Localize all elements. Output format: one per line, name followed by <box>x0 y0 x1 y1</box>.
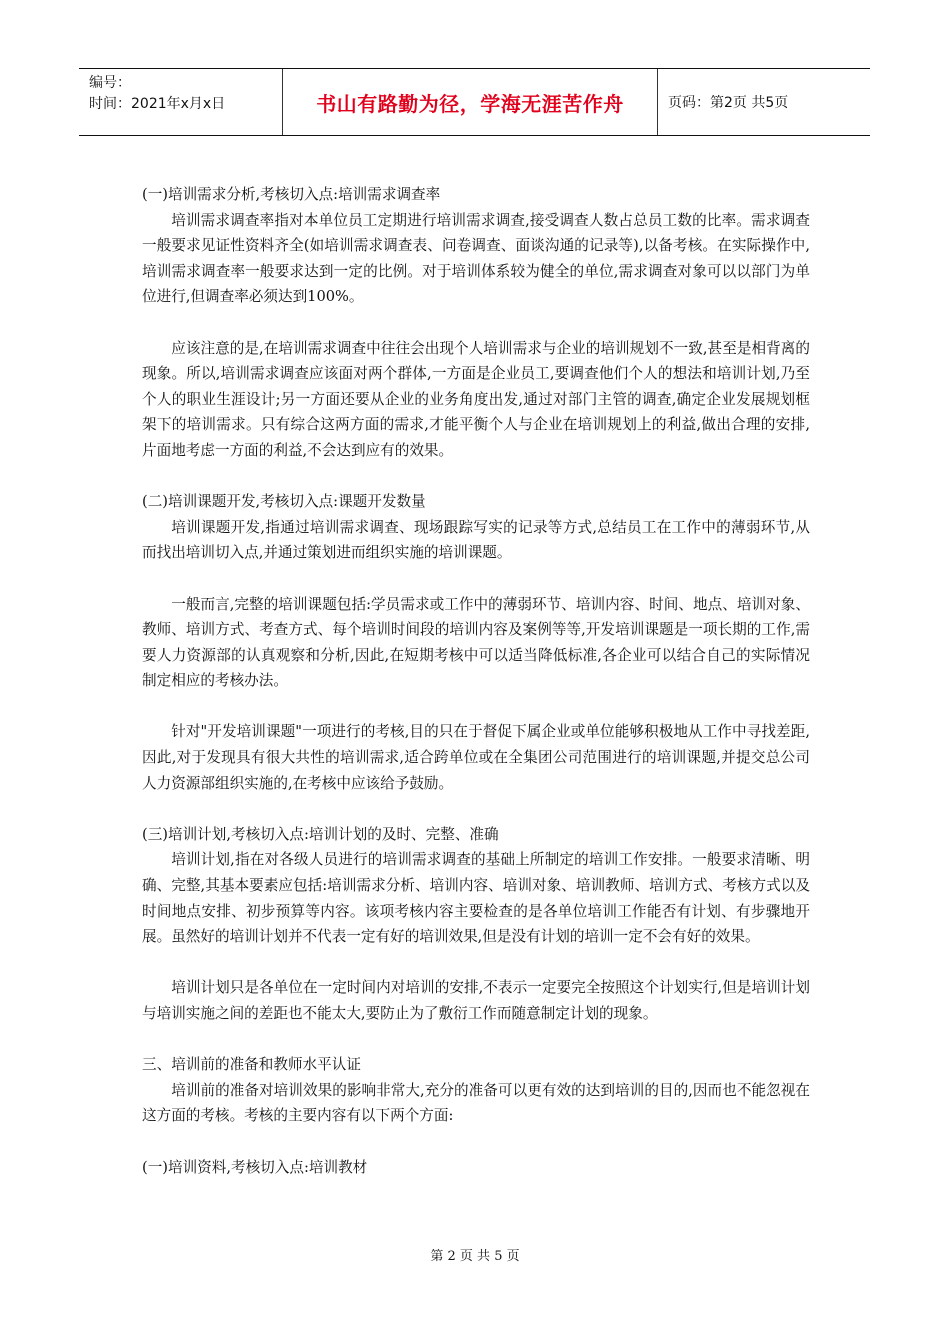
section-heading: (一)培训资料,考核切入点:培训教材 <box>142 1158 368 1176</box>
section-heading: 三、培训前的准备和教师水平认证 <box>142 1056 361 1074</box>
page-header <box>79 68 870 136</box>
paragraph: 培训计划,指在对各级人员进行的培训需求调查的基础上所制定的培训工作安排。一般要求清晰、明确、完整,其基本要素应包括:培训需求分析、培训内容、培训对象、培训教师、培训方式、考核方式以及时间地点安排、初步预算等内容。该项考核内容主要检查的是各单位培训工作能否有计划、有步骤地开展。虽然好的培训计划并不代表一定有好的培训效果,但是没有计划的培训一定不会有好的效果。 <box>142 851 810 946</box>
serial-label: 编号： <box>89 75 131 91</box>
paragraph: 针对"开发培训课题"一项进行的考核,目的只在于督促下属企业或单位能够积极地从工作中寻找差距,因此,对于发现具有很大共性的培训需求,适合跨单位或在全集团公司范围进行的培训课题,并提交总公司人力资源部组织实施的,在考核中应该给予鼓励。 <box>142 723 810 792</box>
section-heading: (一)培训需求分析,考核切入点:培训需求调查率 <box>142 186 441 203</box>
paragraph: 培训需求调查率指对本单位员工定期进行培训需求调查,接受调查人数占总员工数的比率。需求调查一般要求见证性资料齐全(如培训需求调查表、问卷调查、面谈沟通的记录等),以备考核。在实际操作中,培训需求调查率一般要求达到一定的比例。对于培训体系较为健全的单位,需求调查对象可以以部门为单位进行,但调查率必须达到100%。 <box>142 211 810 306</box>
paragraph: 培训课题开发,指通过培训需求调查、现场跟踪写实的记录等方式,总结员工在工作中的薄弱环节,从而找出培训切入点,并通过策划进而组织实施的培训课题。 <box>142 518 810 562</box>
paragraph: 应该注意的是,在培训需求调查中往往会出现个人培训需求与企业的培训规划不一致,甚至是相背离的现象。所以,培训需求调查应该面对两个群体,一方面是企业员工,要调查他们个人的想法和培训计划,乃至个人的职业生涯设计;另一方面还要从企业的业务角度出发,通过对部门主管的调查,确定企业发展规划框架下的培训需求。只有综合这两方面的需求,才能平衡个人与企业在培训规划上的利益,做出合理的安排,片面地考虑一方面的利益,不会达到应有的效果。 <box>142 339 810 459</box>
section-heading: (三)培训计划,考核切入点:培训计划的及时、完整、准确 <box>142 825 499 843</box>
header-meta <box>79 69 283 135</box>
header-motto: 书山有路勤为径，学海无涯苦作舟 <box>283 69 658 135</box>
document-body <box>142 182 810 1180</box>
page-footer: 第 2 页 共 5 页 <box>430 1249 520 1264</box>
section-heading: (二)培训课题开发,考核切入点:课题开发数量 <box>142 493 426 511</box>
paragraph: 培训前的准备对培训效果的影响非常大,充分的准备可以更有效的达到培训的目的,因而也不能忽视在这方面的考核。考核的主要内容有以下两个方面: <box>142 1081 810 1125</box>
paragraph: 一般而言,完整的培训课题包括:学员需求或工作中的薄弱环节、培训内容、时间、地点、培训对象、教师、培训方式、考查方式、每个培训时间段的培训内容及案例等等,开发培训课题是一项长期的工作,需要人力资源部的认真观察和分析,因此,在短期考核中可以适当降低标准,各企业可以结合自己的实际情况制定相应的考核办法。 <box>142 595 810 690</box>
time-label: 时间：2021年x月x日 <box>89 96 226 112</box>
paragraph: 培训计划只是各单位在一定时间内对培训的安排,不表示一定要完全按照这个计划实行,但是培训计划与培训实施之间的差距也不能太大,要防止为了敷衍工作而随意制定计划的现象。 <box>142 979 810 1022</box>
header-page-info: 页码：第2页 共5页 <box>668 95 789 111</box>
